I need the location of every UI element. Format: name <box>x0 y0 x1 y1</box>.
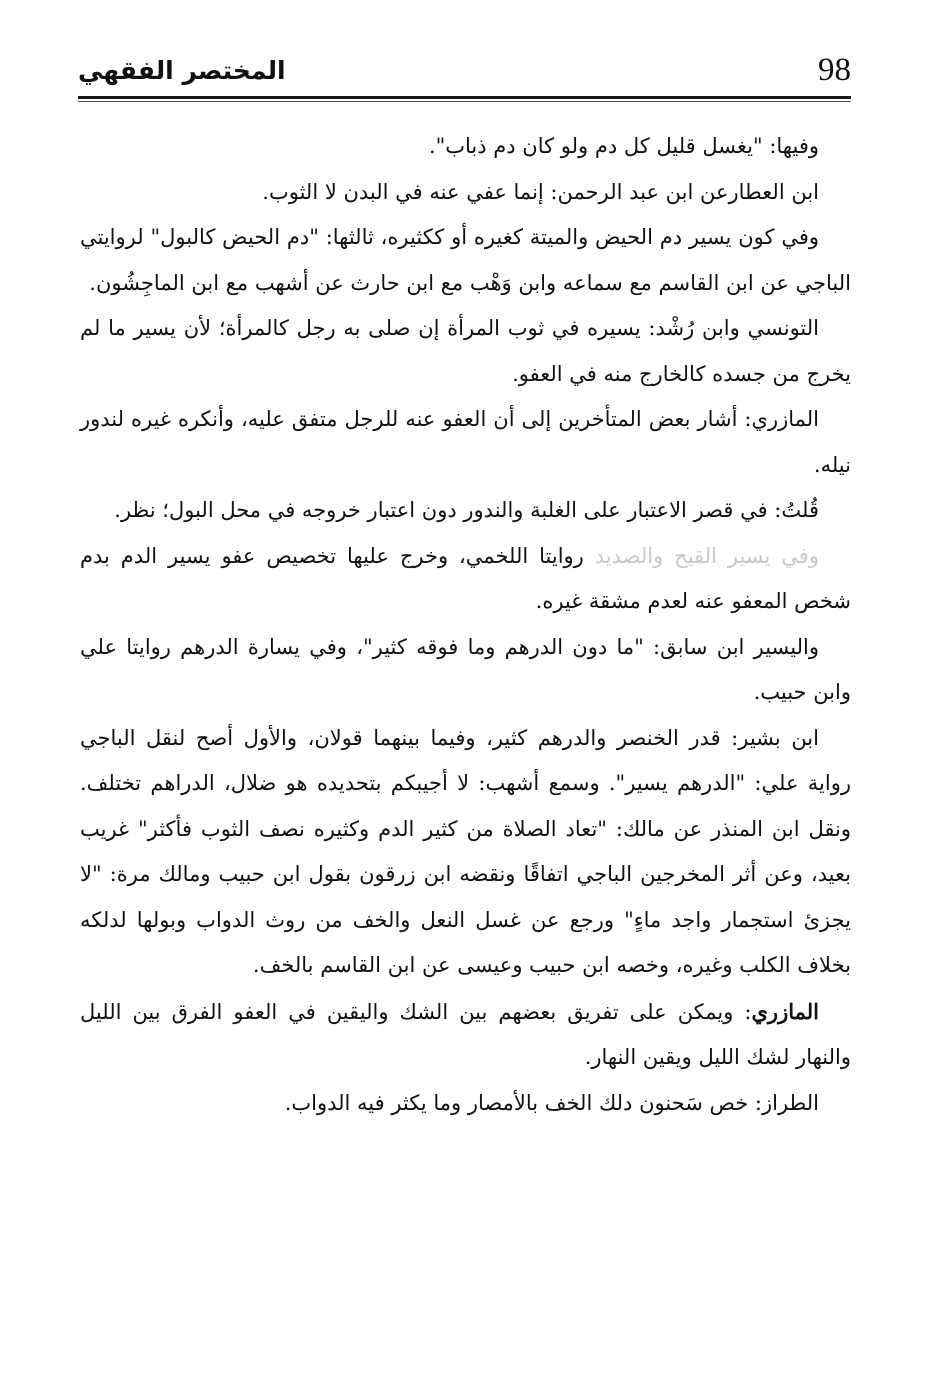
paragraph-text: وفي كون يسير دم الحيض والميتة كغيره أو ككثيره، ثالثها: "دم الحيض كالبول" لروايتي الباجي عن ابن القاسم مع سماعه وابن وَهْب مع ابن حارث عن أشهب مع ابن الماجِشُون. <box>80 225 851 295</box>
page-body <box>80 124 851 1126</box>
paragraph <box>80 124 851 170</box>
paragraph-text: قُلتُ: في قصر الاعتبار على الغلبة والندور دون اعتبار خروجه في محل البول؛ نظر. <box>114 498 819 522</box>
faded-text: وفي يسير القيح والصديد <box>594 543 819 568</box>
paragraph <box>80 215 851 306</box>
book-title: المختصر الفقهي <box>78 56 286 85</box>
paragraph <box>80 306 851 397</box>
paragraph-text: الطراز: خص سَحنون دلك الخف بالأمصار وما يكثر فيه الدواب. <box>284 1090 819 1115</box>
header-divider <box>78 96 851 99</box>
paragraph <box>80 716 851 989</box>
paragraph <box>80 488 851 534</box>
paragraph <box>80 534 851 625</box>
page-number: 98 <box>818 52 851 88</box>
paragraph <box>80 989 851 1081</box>
paragraph-text: : ويمكن على تفريق بعضهم بين الشك واليقين في العفو الفرق بين الليل والنهار لشك الليل ويقين النهار. <box>80 999 851 1069</box>
paragraph-lead: المازري <box>751 998 819 1024</box>
page-header <box>78 50 851 96</box>
paragraph-text: وفيها: "يغسل قليل كل دم ولو كان دم ذباب". <box>428 134 819 158</box>
header-divider-thin <box>78 101 851 102</box>
paragraph-text: التونسي وابن رُشْد: يسيره في ثوب المرأة إن صلى به رجل كالمرأة؛ لأن يسير ما لم يخرج من جسده كالخارج منه في العفو. <box>80 316 851 386</box>
paragraph <box>80 1081 851 1127</box>
paragraph <box>80 625 851 716</box>
paragraph <box>80 170 851 216</box>
paragraph-text: ابن العطارعن ابن عبد الرحمن: إنما عفي عنه في البدن لا الثوب. <box>262 179 819 204</box>
paragraph-text: واليسير ابن سابق: "ما دون الدرهم وما فوقه كثير"، وفي يسارة الدرهم روايتا علي وابن حبيب. <box>80 634 851 704</box>
paragraph <box>80 397 851 488</box>
paragraph-text: ابن بشير: قدر الخنصر والدرهم كثير، وفيما بينهما قولان، والأول أصح لنقل الباجي رواية علي: "الدرهم يسير". وسمع أشهب: لا أجيبكم بتحديده هو ضلال، الدراهم تختلف. ونقل ابن المنذر عن مالك: "تعاد الصلاة من كثير الدم وكثيره نصف الثوب فأكثر" غريب بعيد، وعن أثر المخرجين الباجي اتفاقًا ونقضه ابن زرقون بقول ابن حبيب ومالك مرة: "لا يجزئ استجمار واجد ماءٍ" ورجع عن غسل النعل والخف من روث الدواب وبولها لدلكه بخلاف الكلب وغيره، وخصه ابن حبيب وعيسى عن ابن القاسم بالخف. <box>80 725 851 977</box>
paragraph-text: روايتا اللخمي، وخرج عليها تخصيص عفو يسير الدم بدم شخص المعفو عنه لعدم مشقة غيره. <box>80 543 851 613</box>
paragraph-text: المازري: أشار بعض المتأخرين إلى أن العفو عنه للرجل متفق عليه، وأنكره غيره لندور نيله. <box>80 407 851 477</box>
